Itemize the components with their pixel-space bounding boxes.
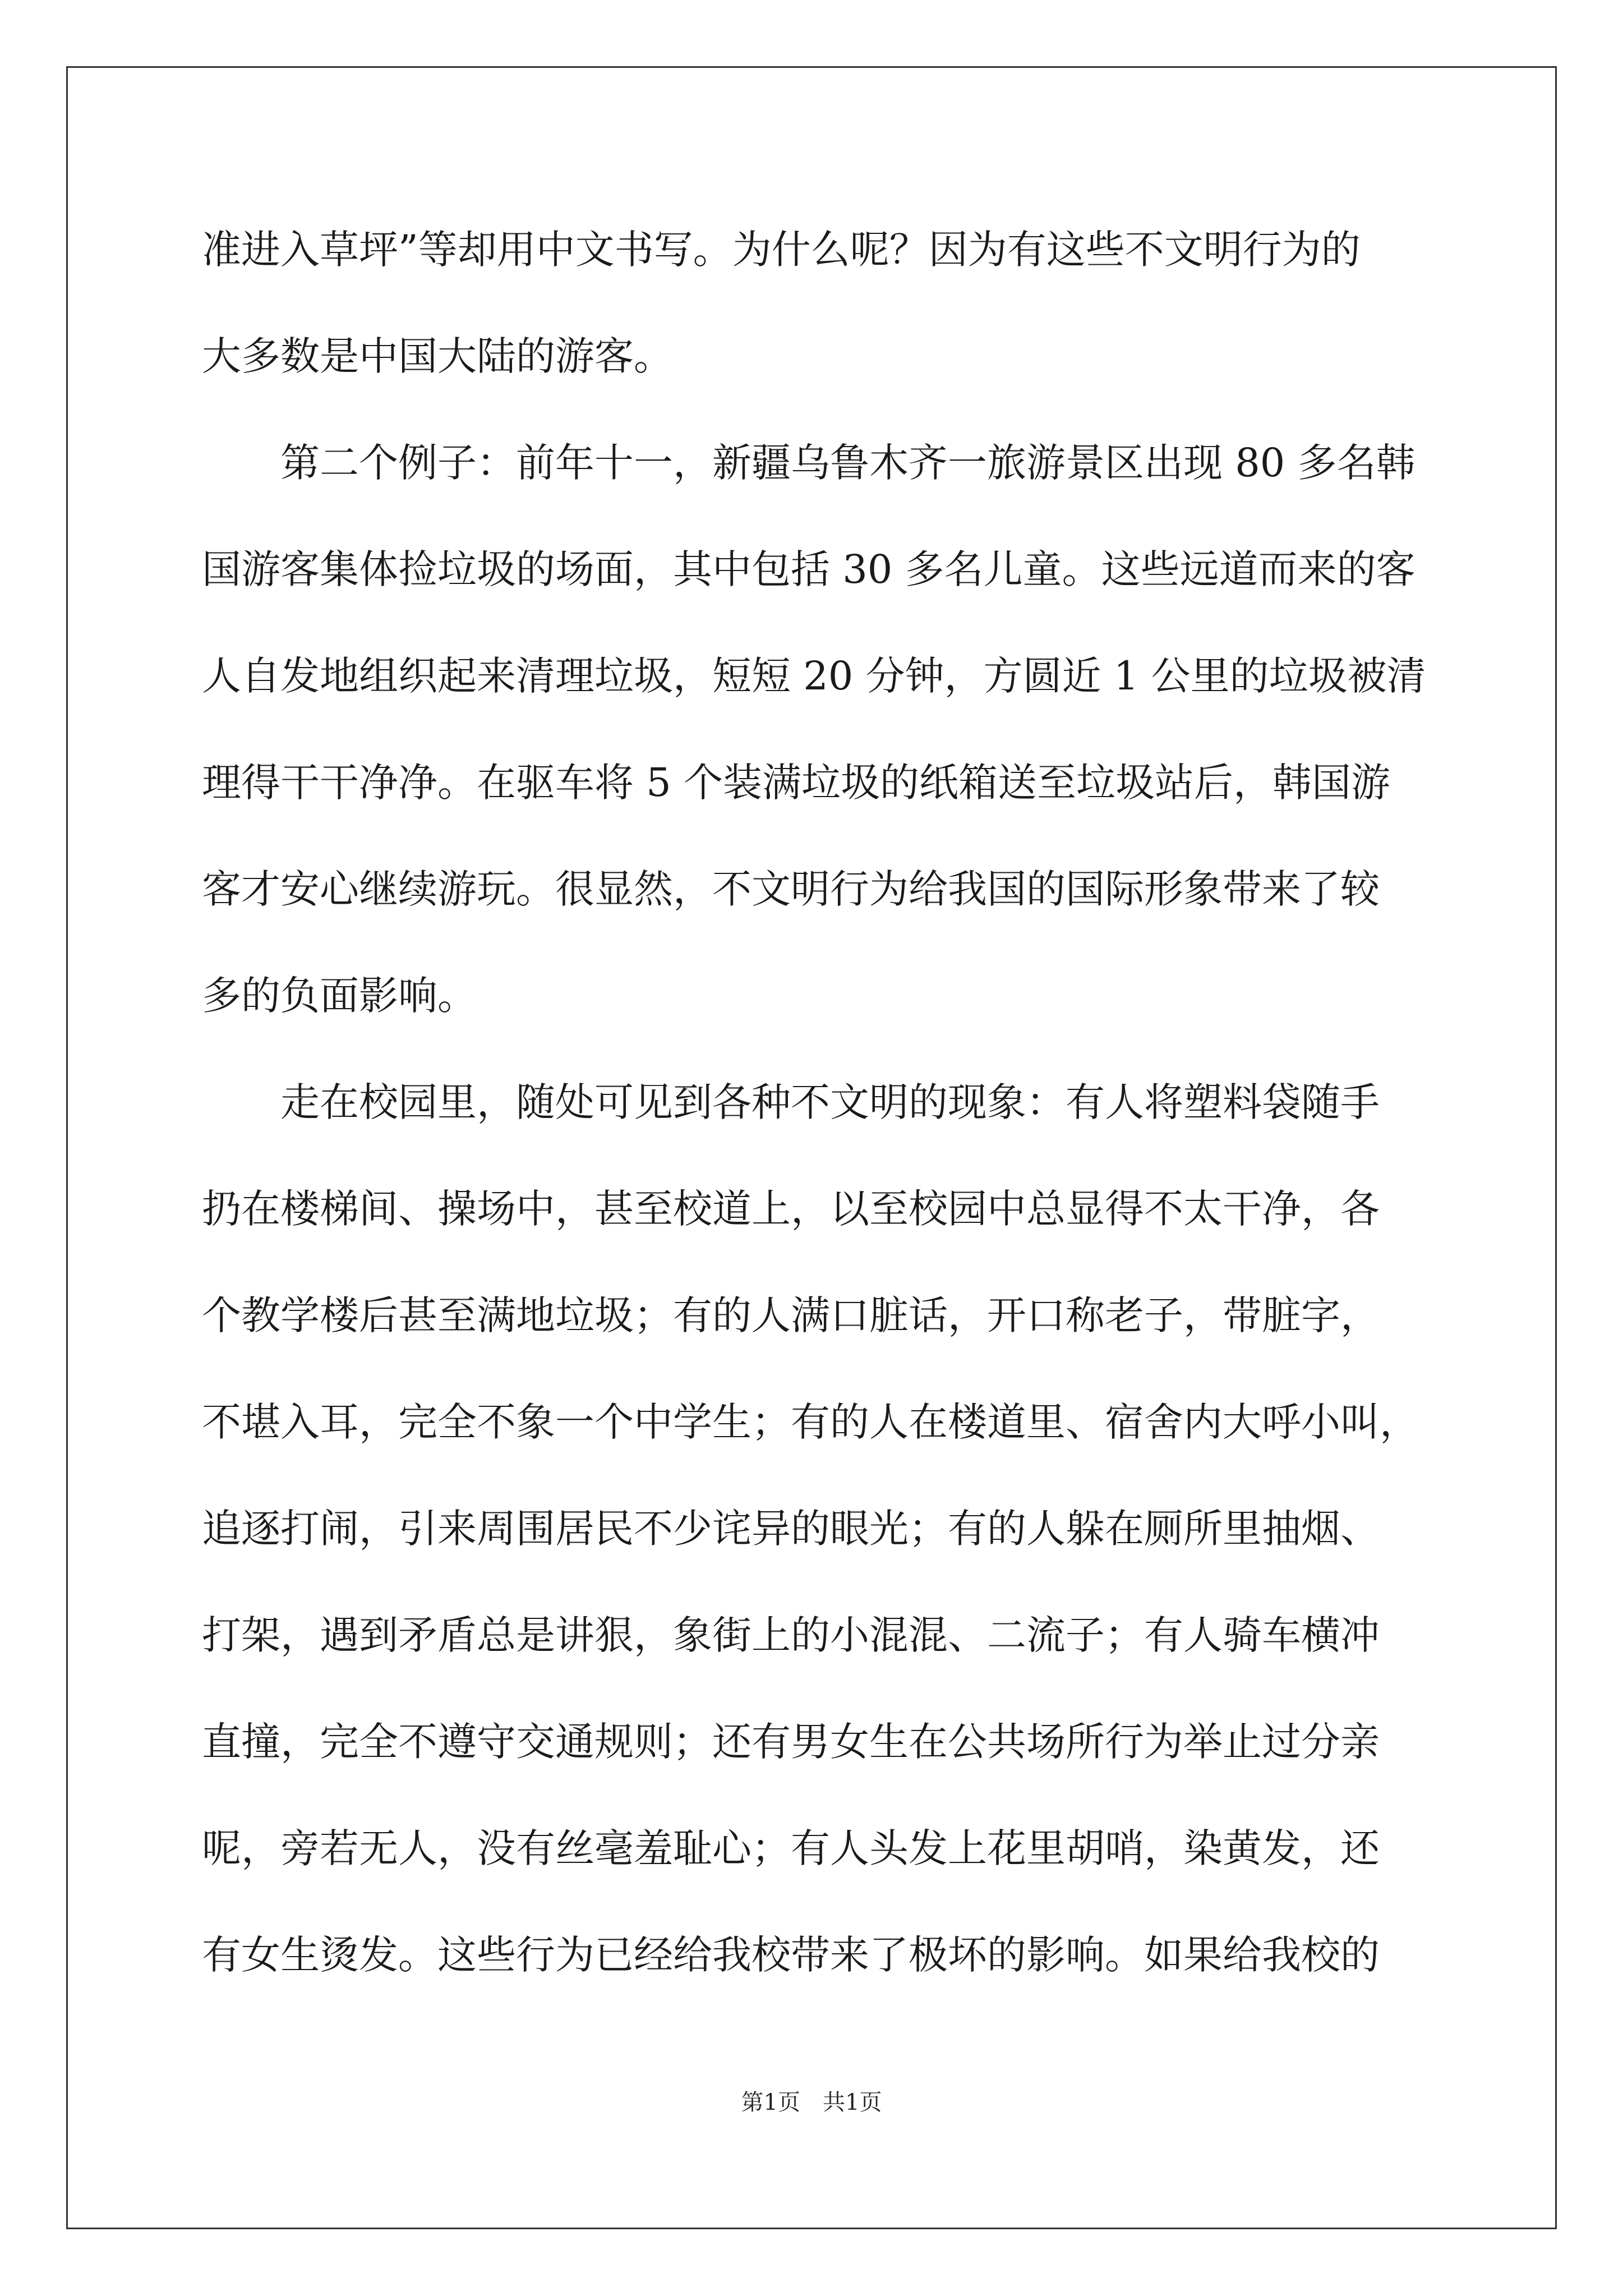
- text-line: 扔在楼梯间、操场中，甚至校道上，以至校园中总显得不太干净，各: [202, 1186, 1380, 1232]
- page-number-footer: 第1页 共1页: [741, 2090, 882, 2115]
- text-line: 客才安心继续游玩。很显然，不文明行为给我国的国际形象带来了较: [202, 866, 1380, 912]
- text-line: 国游客集体捡垃圾的场面，其中包括 30 多名儿童。这些远道而来的客: [202, 546, 1415, 592]
- text-line: 有女生烫发。这些行为已经给我校带来了极坏的影响。如果给我校的: [202, 1932, 1380, 1978]
- paragraph-start-line: 第二个例子：前年十一，新疆乌鲁木齐一旅游景区出现 80 多名韩: [280, 440, 1415, 486]
- document-body: [202, 213, 1436, 2025]
- paragraph-start-line: 走在校园里，随处可见到各种不文明的现象：有人将塑料袋随手: [280, 1079, 1380, 1125]
- text-line: 追逐打闹，引来周围居民不少诧异的眼光；有的人躲在厕所里抽烟、: [202, 1506, 1380, 1552]
- text-line: 人自发地组织起来清理垃圾，短短 20 分钟，方圆近 1 公里的垃圾被清: [202, 653, 1426, 699]
- text-line: 大多数是中国大陆的游客。: [202, 333, 673, 379]
- text-line: 呢，旁若无人，没有丝毫羞耻心；有人头发上花里胡哨，染黄发，还: [202, 1825, 1380, 1871]
- text-line: 多的负面影响。: [202, 973, 477, 1019]
- text-line: 理得干干净净。在驱车将 5 个装满垃圾的纸箱送至垃圾站后，韩国游: [202, 760, 1391, 806]
- text-line: 打架，遇到矛盾总是讲狠，象街上的小混混、二流子；有人骑车横冲: [202, 1612, 1380, 1658]
- text-line: 直撞，完全不遵守交通规则；还有男女生在公共场所行为举止过分亲: [202, 1719, 1380, 1765]
- text-line: 准进入草坪”等却用中文书写。为什么呢？因为有这些不文明行为的: [202, 227, 1361, 273]
- text-line: 不堪入耳，完全不象一个中学生；有的人在楼道里、宿舍内大呼小叫，: [202, 1399, 1419, 1445]
- text-line: 个教学楼后甚至满地垃圾；有的人满口脏话，开口称老子，带脏字，: [202, 1292, 1380, 1338]
